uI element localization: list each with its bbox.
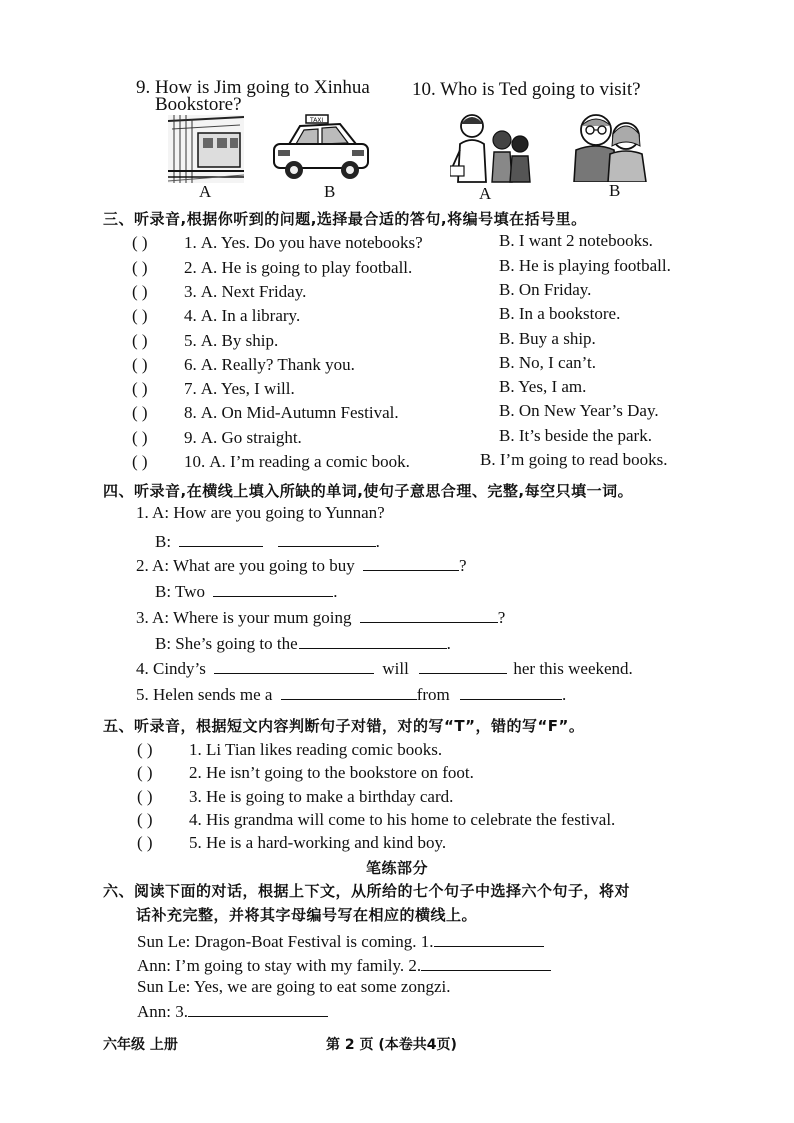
s6-line-2 (137, 954, 551, 976)
s4-q1-blank-2[interactable] (278, 530, 376, 547)
s6-blank-1[interactable] (434, 930, 544, 947)
q10-option-b: B (609, 181, 621, 200)
s3-answer-paren[interactable]: ( ) (132, 452, 148, 471)
s5-item-1 (137, 740, 442, 760)
s3-option-a: A. By ship. (200, 331, 279, 350)
s4-q1-answer (155, 530, 380, 552)
s5-item-4 (137, 810, 615, 830)
s4-q4-blank-2[interactable] (419, 657, 507, 674)
s6-blank-3[interactable] (188, 1000, 328, 1017)
s3-answer-paren[interactable]: ( ) (132, 258, 148, 277)
section3-title: 三、听录音,根据你听到的问题,选择最合适的答句,将编号填在括号里。 (103, 210, 587, 228)
s4-q2-answer-end: . (333, 582, 338, 601)
q10-option-a: A (479, 184, 492, 203)
s5-statement: 4. His grandma will come to his home to celebrate the festival. (189, 810, 616, 829)
s3-option-b: B. Buy a ship. (499, 329, 596, 348)
s4-q5-mid: from (416, 685, 450, 704)
s3-item-number: 4. (184, 306, 197, 325)
s4-q3-answer (155, 632, 451, 654)
s4-q5 (136, 683, 566, 705)
s4-q3-question (136, 606, 505, 628)
subway-train-image (168, 115, 244, 183)
s3-answer-paren[interactable]: ( ) (132, 331, 148, 350)
s3-item-3 (132, 282, 306, 302)
svg-text:TAXI: TAXI (310, 117, 324, 124)
s4-q4 (136, 657, 633, 679)
footer-page: 第 2 页 (本卷共4页) (326, 1037, 457, 1053)
s3-option-a: A. Yes, I will. (200, 379, 295, 398)
s4-q3-blank-1[interactable] (360, 606, 498, 623)
s4-q5-blank-1[interactable] (281, 683, 417, 700)
s4-q3-answer-text: B: She’s going to the (155, 634, 298, 653)
s3-answer-paren[interactable]: ( ) (132, 306, 148, 325)
s3-item-number: 3. (184, 282, 197, 301)
s3-answer-paren[interactable]: ( ) (132, 233, 148, 252)
s3-option-a: A. Go straight. (200, 428, 302, 447)
section6-title-line2: 话补充完整，并将其字母编号写在相应的横线上。 (136, 906, 478, 924)
s4-q1-end: . (375, 532, 380, 551)
q9-text-line1: How is Jim going to Xinhua (155, 77, 370, 98)
s3-item-number: 10. (184, 452, 206, 471)
s4-q5-blank-2[interactable] (460, 683, 562, 700)
s4-q5-start: 5. Helen sends me a (136, 685, 273, 704)
s4-q1-blank-1[interactable] (179, 530, 263, 547)
q10-number: 10. (412, 79, 436, 100)
s4-q2-answer-text: B: Two (155, 582, 205, 601)
s3-item-number: 1. (184, 233, 197, 252)
s4-q4-start: 4. Cindy’s (136, 659, 206, 678)
s3-option-b: B. I’m going to read books. (480, 450, 668, 469)
q10-text: Who is Ted going to visit? (440, 79, 641, 100)
s4-q1-answer-label: B: (155, 532, 172, 551)
s3-item-10 (132, 452, 410, 472)
s4-q2-question-end: ? (459, 556, 467, 575)
section4-title: 四、听录音,在横线上填入所缺的单词,使句子意思合理、完整,每空只填一词。 (103, 482, 634, 500)
s3-option-a: A. Really? Thank you. (200, 355, 355, 374)
s4-q1-question: 1. A: How are you going to Yunnan? (136, 503, 385, 522)
s3-option-b: B. In a bookstore. (499, 304, 621, 323)
s6-blank-2[interactable] (421, 954, 551, 971)
written-part-heading: 笔练部分 (366, 859, 429, 877)
s5-answer-paren[interactable]: ( ) (137, 833, 153, 852)
s6-line-1 (137, 930, 544, 952)
s3-item-1 (132, 233, 423, 253)
q9-option-b: B (324, 182, 336, 201)
s3-item-number: 5. (184, 331, 197, 350)
s3-option-a: A. Next Friday. (200, 282, 307, 301)
section5-title: 五、听录音，根据短文内容判断句子对错，对的写“T”，错的写“F”。 (103, 717, 585, 735)
q9-number: 9. (136, 77, 151, 98)
s3-option-a: A. I’m reading a comic book. (209, 452, 410, 471)
s3-option-b: B. He is playing football. (499, 256, 671, 275)
q10-prompt (412, 80, 641, 99)
s3-option-b: B. It’s beside the park. (499, 426, 652, 445)
s5-statement: 1. Li Tian likes reading comic books. (189, 740, 443, 759)
s3-option-a: A. Yes. Do you have notebooks? (200, 233, 423, 252)
s4-q3-question-text: 3. A: Where is your mum going (136, 608, 352, 627)
s5-statement: 2. He isn’t going to the bookstore on foot. (189, 763, 474, 782)
s6-line-2-text: Ann: I’m going to stay with my family. 2. (137, 956, 422, 975)
s3-item-4 (132, 306, 300, 326)
s5-answer-paren[interactable]: ( ) (137, 787, 153, 806)
s3-item-5 (132, 331, 278, 351)
footer-grade: 六年级 上册 (103, 1037, 178, 1053)
s4-q2-question (136, 554, 467, 576)
s3-option-b: B. I want 2 notebooks. (499, 231, 653, 250)
s3-item-2 (132, 258, 412, 278)
q9-option-a: A (199, 182, 212, 201)
s3-item-number: 8. (184, 403, 197, 422)
grandparents-image (570, 108, 648, 182)
s4-q2-answer (155, 580, 337, 602)
s3-item-number: 2. (184, 258, 197, 277)
s3-item-6 (132, 355, 355, 375)
s4-q3-answer-end: . (446, 634, 451, 653)
s4-q5-end: . (561, 685, 567, 704)
s3-option-a: A. In a library. (200, 306, 301, 325)
s5-item-2 (137, 763, 474, 783)
teacher-with-children-image (450, 110, 535, 184)
s4-q4-blank-1[interactable] (214, 657, 374, 674)
s3-answer-paren[interactable]: ( ) (132, 428, 148, 447)
s4-q2-question-text: 2. A: What are you going to buy (136, 556, 355, 575)
s4-q2-blank-1[interactable] (363, 554, 459, 571)
s4-q4-mid: will (382, 659, 409, 678)
s3-option-b: B. No, I can’t. (499, 353, 596, 372)
s3-answer-paren[interactable]: ( ) (132, 355, 148, 374)
s5-statement: 3. He is going to make a birthday card. (189, 787, 454, 806)
s5-answer-paren[interactable]: ( ) (137, 740, 153, 759)
s4-q3-question-end: ? (497, 608, 506, 627)
s6-line-1-text: Sun Le: Dragon-Boat Festival is coming. 1. (137, 932, 434, 951)
section6-title-line1: 六、阅读下面的对话，根据上下文，从所给的七个句子中选择六个句子，将对 (103, 882, 631, 900)
s3-item-8 (132, 403, 399, 423)
s6-line-3: Sun Le: Yes, we are going to eat some zongzi. (137, 977, 451, 996)
s3-answer-paren[interactable]: ( ) (132, 282, 148, 301)
s3-answer-paren[interactable]: ( ) (132, 379, 148, 398)
s6-line-4-text: Ann: 3. (137, 1002, 188, 1021)
s3-item-number: 9. (184, 428, 197, 447)
s4-q3-blank-2[interactable] (299, 632, 447, 649)
s3-answer-paren[interactable]: ( ) (132, 403, 148, 422)
s5-answer-paren[interactable]: ( ) (137, 763, 153, 782)
s4-q4-end: her this weekend. (513, 659, 633, 678)
s5-answer-paren[interactable]: ( ) (137, 810, 153, 829)
s6-line-4 (137, 1000, 328, 1022)
s3-option-b: B. On Friday. (499, 280, 592, 299)
s3-item-number: 7. (184, 379, 197, 398)
q9-text-line2: Bookstore? (155, 94, 242, 115)
s3-option-a: A. He is going to play football. (200, 258, 413, 277)
s5-item-5 (137, 833, 446, 853)
s3-item-number: 6. (184, 355, 197, 374)
s3-option-a: A. On Mid-Autumn Festival. (200, 403, 399, 422)
s5-item-3 (137, 787, 453, 807)
s5-statement: 5. He is a hard-working and kind boy. (189, 833, 447, 852)
s4-q2-blank-2[interactable] (213, 580, 333, 597)
taxi-image (270, 112, 372, 182)
s3-option-b: B. Yes, I am. (499, 377, 587, 396)
s3-item-9 (132, 428, 302, 448)
s3-option-b: B. On New Year’s Day. (499, 401, 659, 420)
s3-item-7 (132, 379, 295, 399)
